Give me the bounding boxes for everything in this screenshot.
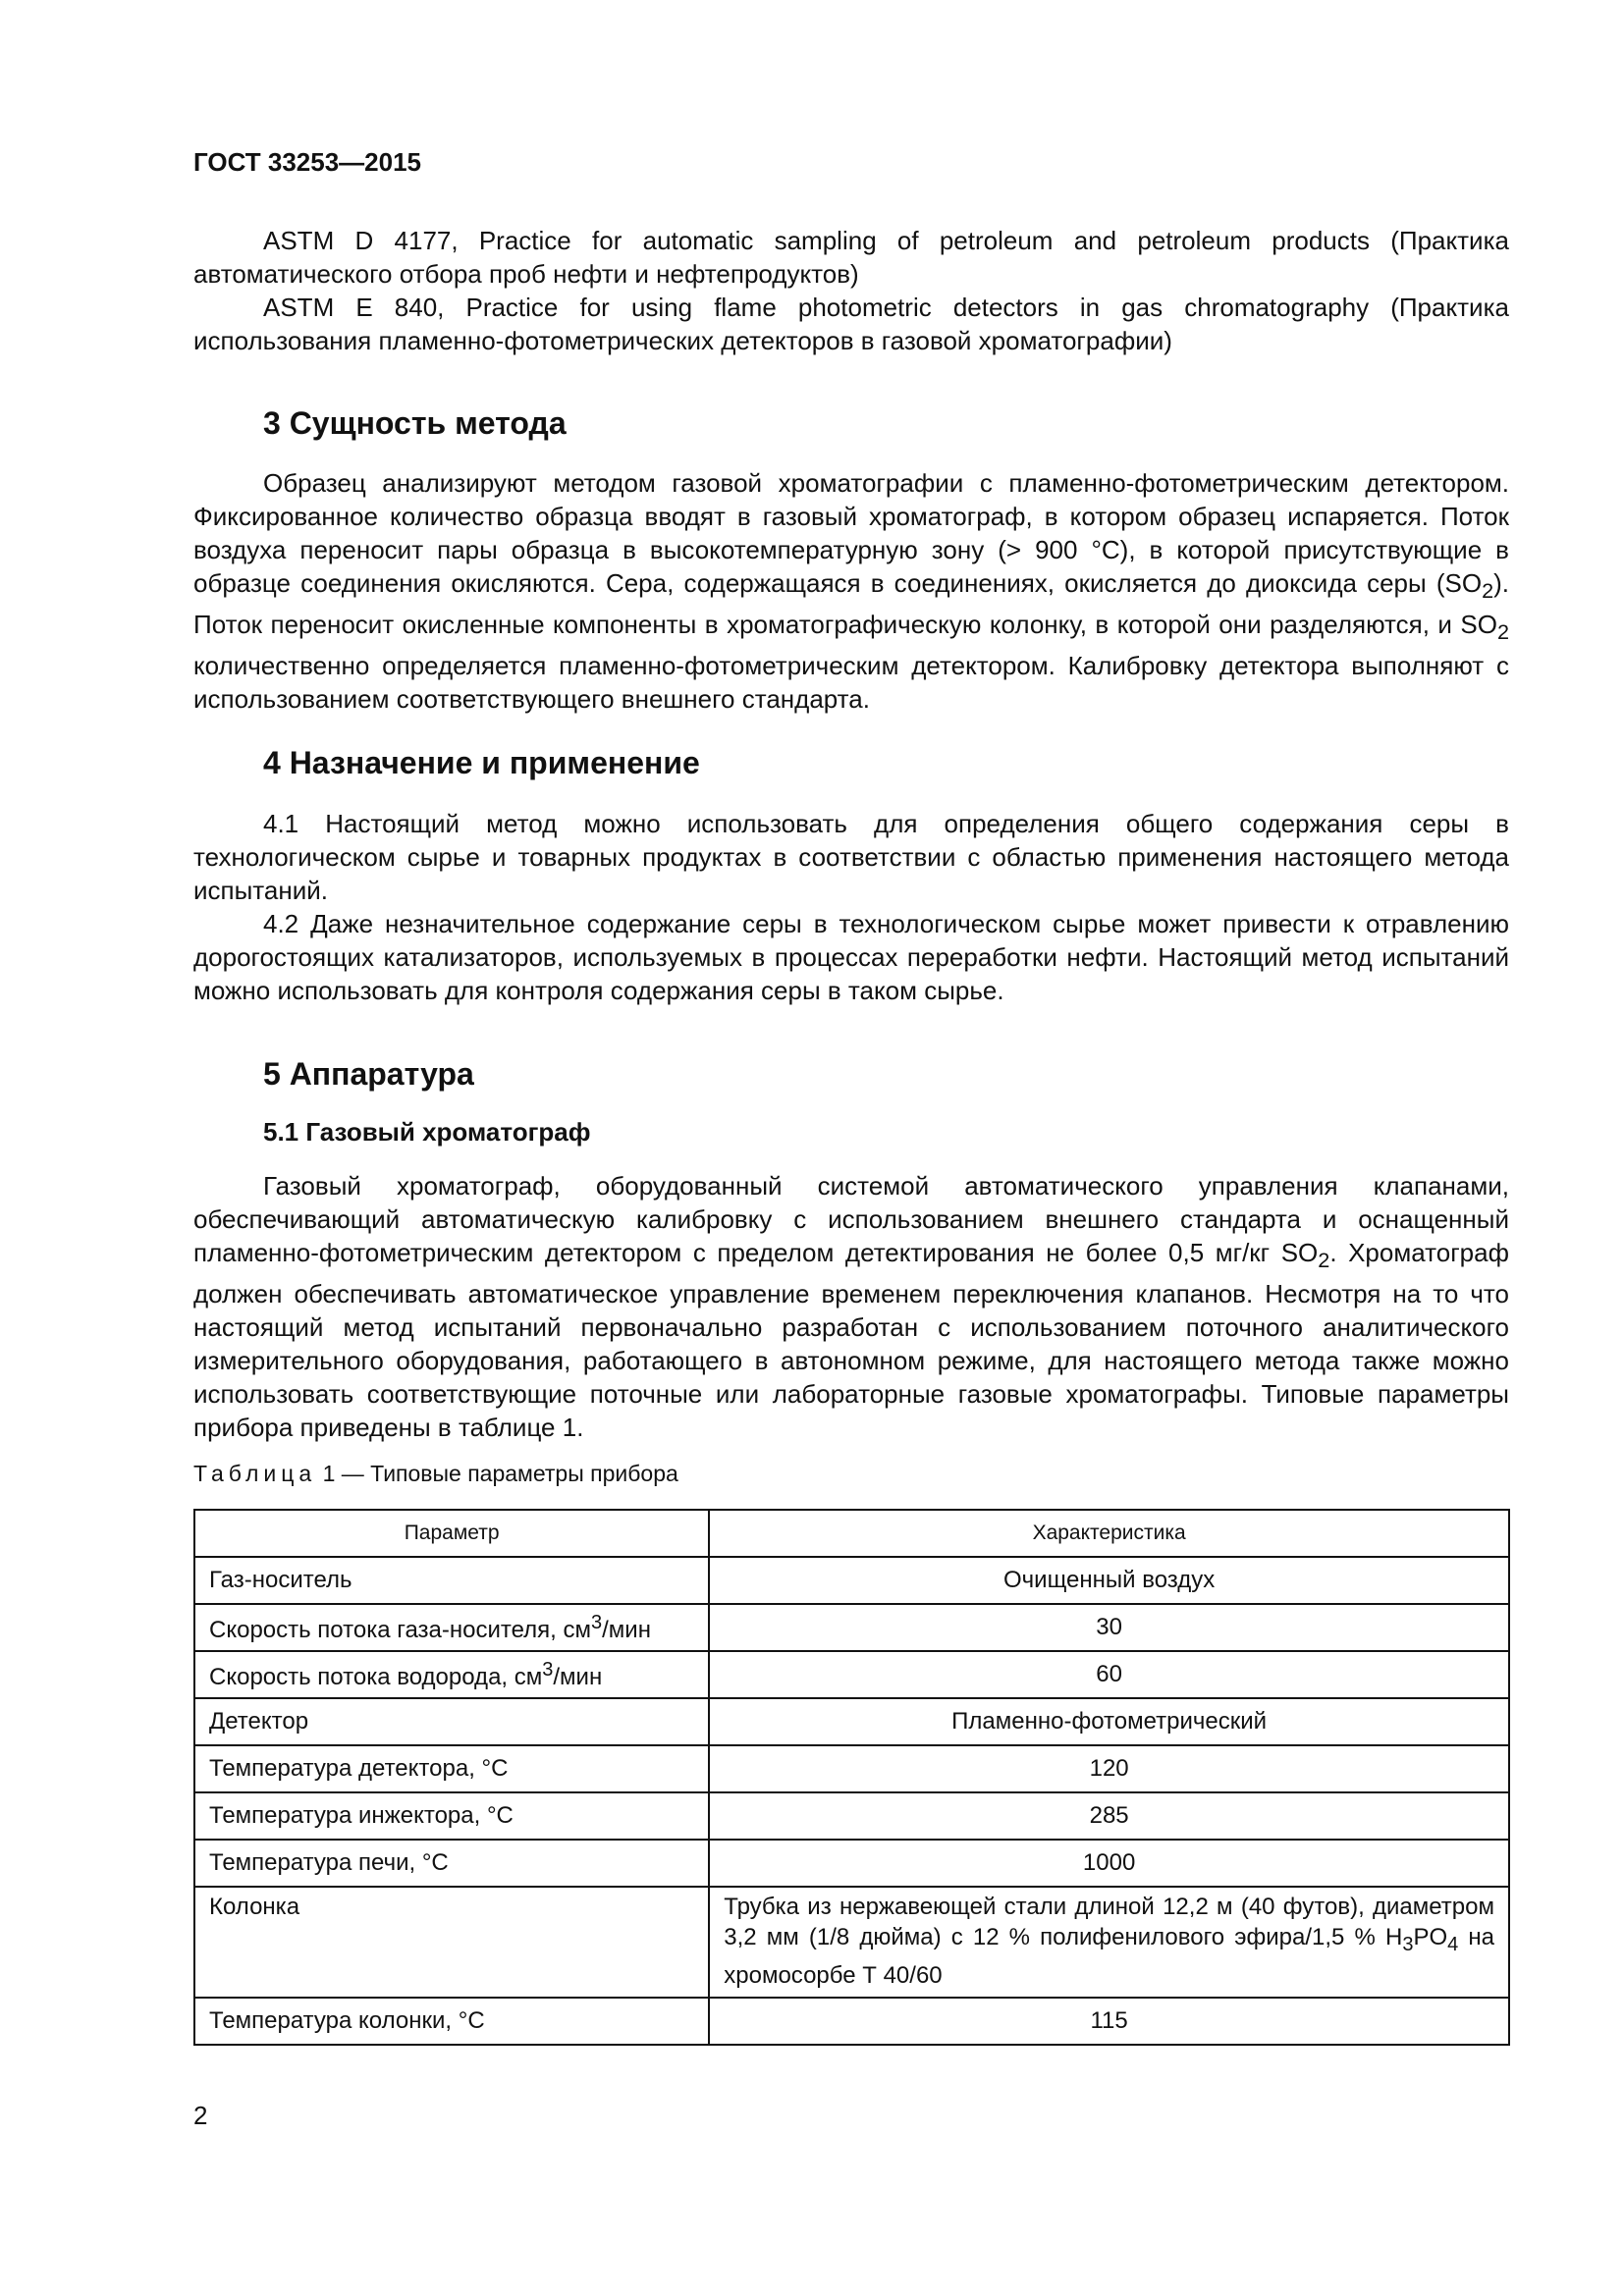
param-cell [194,1604,709,1651]
param-unit: /мин [602,1616,651,1643]
s3-sub-1: 2 [1482,578,1494,604]
paragraph-5-1 [193,1169,1509,1444]
instrument-parameters-table [193,1509,1510,2046]
s3-text-1: Образец анализируют методом газовой хроматографии с пламенно-фотометрическим детектором. Фиксированное количество образца вводят в газовый хроматограф, в котором образец испаряется. Поток воздуха переносит пары образца в высокотемпературную зону (> 900 °C), в которой присутствующие в образце соединения окисляются. Сера, содержащаяся в соединениях, окисляется до диоксида серы (SO [193,468,1509,598]
s5-sub: 2 [1318,1248,1330,1273]
param-text: Скорость потока газа-носителя, см [209,1616,592,1643]
table-row [194,1651,1509,1698]
table-row [194,1887,1509,1998]
page-number: 2 [193,2101,208,2130]
section-3-body [193,466,1509,716]
param-cell: Температура детектора, °C [194,1745,709,1792]
paragraph-4-1: 4.1 Настоящий метод можно использовать для определения общего содержания серы в технологическом сырье и товарных продуктах в соответствии с областью применения настоящего метода испытаний. [193,809,1509,905]
param-sup: 3 [591,1611,603,1633]
column-text: PO [1413,1924,1448,1950]
table-row [194,1792,1509,1840]
table-row [194,1745,1509,1792]
column-sub: 3 [1402,1933,1414,1955]
column-text: на хромосорбе Т 40/60 [724,1924,1494,1989]
s5-text-2: . Хроматограф должен обеспечивать автоматическое управление временем переключения клапанов. Несмотря на то что настоящий метод испытаний первоначально разработан с использованием поточного аналитического измерительного оборудования, работающего в автономном режиме, для настоящего метода также можно использовать соответствующие поточные или лабораторные газовые хроматографы. Типовые параметры прибора приведены в таблице 1. [193,1238,1509,1443]
value-cell: 1000 [709,1840,1509,1887]
standard-code-header: ГОСТ 33253—2015 [193,147,421,177]
table-caption-text: 1 — Типовые параметры прибора [316,1461,678,1486]
s3-text-3: количественно определяется пламенно-фотометрическим детектором. Калибровку детектора выполняют с использованием соответствующего внешнего стандарта. [193,651,1509,715]
table-header-row [194,1510,1509,1557]
value-cell: 115 [709,1998,1509,2045]
param-cell: Колонка [194,1887,709,1998]
section-4-heading: 4 Назначение и применение [263,745,700,780]
param-cell [194,1651,709,1698]
column-text: Трубка из нержавеющей стали длиной 12,2 м (40 футов), диаметром 3,2 мм (1/8 дюйма) с 12 % полифенилового эфира/1,5 % H [724,1894,1494,1950]
table-caption-label: Таблица [193,1461,317,1486]
param-cell: Детектор [194,1698,709,1745]
value-cell: 120 [709,1745,1509,1792]
s3-text-2: ). Поток переносит окисленные компоненты в хроматографическую колонку, в которой они разделяются, и SO [193,568,1509,640]
s3-sub-2: 2 [1496,619,1509,645]
value-cell: 285 [709,1792,1509,1840]
value-cell: 60 [709,1651,1509,1698]
section-5-heading: 5 Аппаратура [263,1056,474,1092]
table-row [194,1998,1509,2045]
column-header-characteristic: Характеристика [709,1510,1509,1557]
column-header-parameter: Параметр [194,1510,709,1557]
param-cell: Газ-носитель [194,1557,709,1604]
param-cell: Температура печи, °C [194,1840,709,1887]
reference-astm-e840: ASTM E 840, Practice for using flame photometric detectors in gas chromatography (Практика использования пламенно-фотометрических детекторов в газовой хроматографии) [193,293,1509,355]
normative-references [193,224,1509,357]
s5-text-1: Газовый хроматограф, оборудованный системой автоматического управления клапанами, обеспечивающий автоматическую калибровку с использованием внешнего стандарта и оснащенный пламенно-фотометрическим детектором с пределом детектирования не более 0,5 мг/кг SO [193,1171,1509,1267]
param-unit: /мин [553,1663,603,1690]
section-3-heading: 3 Сущность метода [263,405,567,441]
value-cell: 30 [709,1604,1509,1651]
section-3-paragraph [193,466,1509,716]
table-row [194,1840,1509,1887]
param-sup: 3 [542,1658,554,1681]
param-cell: Температура инжектора, °C [194,1792,709,1840]
subsection-5-1-heading: 5.1 Газовый хроматограф [263,1117,591,1147]
section-4-body [193,807,1509,1007]
param-cell: Температура колонки, °C [194,1998,709,2045]
reference-astm-d4177: ASTM D 4177, Practice for automatic sampling of petroleum and petroleum products (Практика автоматического отбора проб нефти и нефтепродуктов) [193,226,1509,289]
table-row [194,1698,1509,1745]
value-cell [709,1887,1509,1998]
column-sub: 4 [1447,1933,1459,1955]
paragraph-4-2: 4.2 Даже незначительное содержание серы в технологическом сырье может привести к отравлению дорогостоящих катализаторов, используемых в процессах переработки нефти. Настоящий метод испытаний можно использовать для контроля содержания серы в таком сырье. [193,909,1509,1005]
table-row [194,1604,1509,1651]
section-5-body [193,1169,1509,1444]
value-cell: Очищенный воздух [709,1557,1509,1604]
value-cell: Пламенно-фотометрический [709,1698,1509,1745]
table-caption [193,1461,678,1487]
table-row [194,1557,1509,1604]
param-text: Скорость потока водорода, см [209,1663,543,1690]
